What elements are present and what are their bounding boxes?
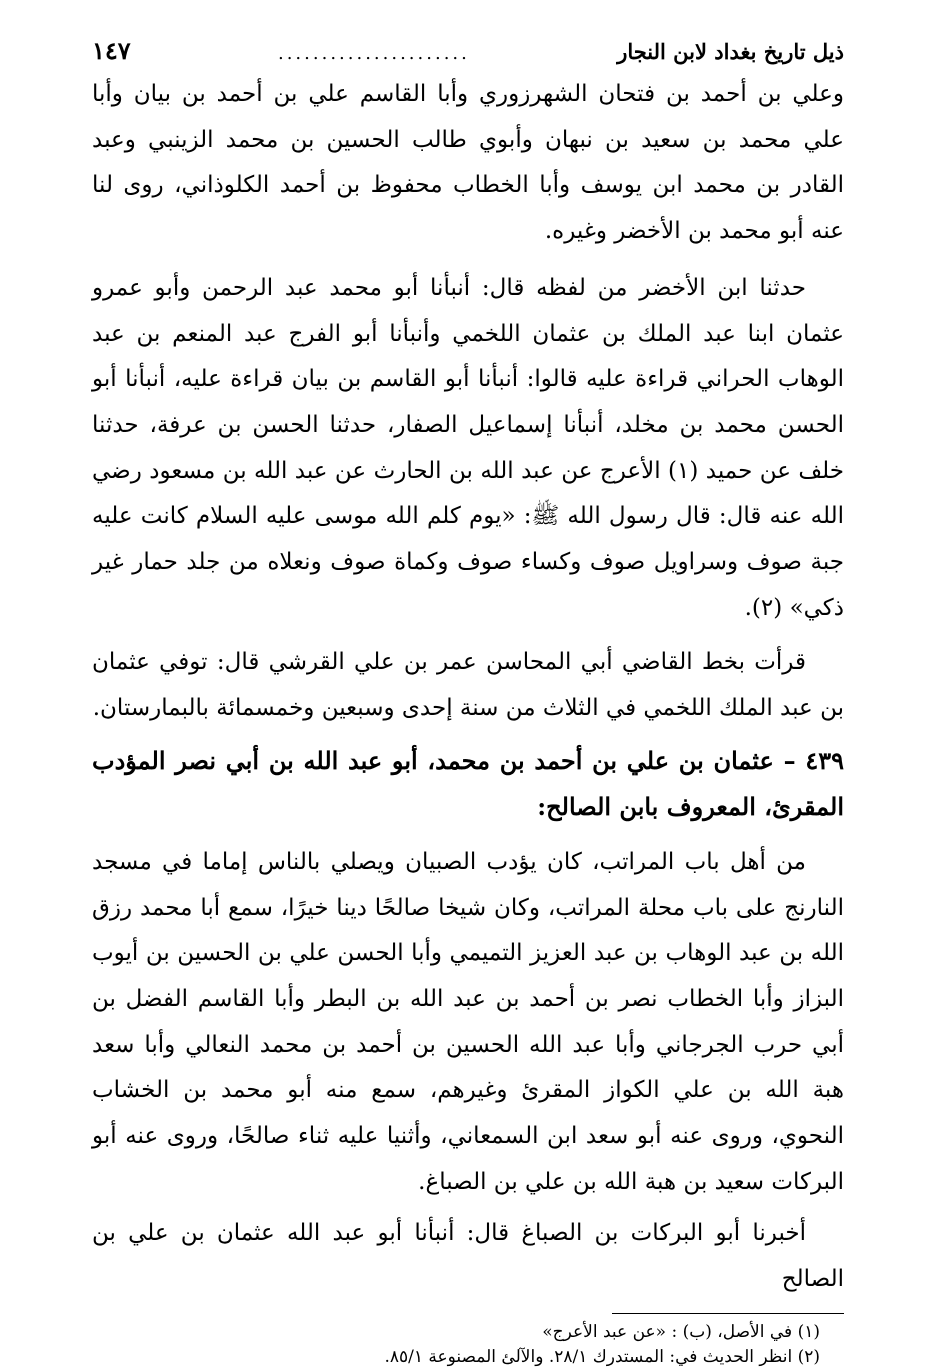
footnote-2: (٢) انظر الحديث في: المستدرك ٢٨/١. والآلئ المصنوعة ٨٥/١. [384,1346,820,1367]
running-head [92,30,844,72]
paragraph-hadith: حدثنا ابن الأخضر من لفظه قال: أنبأنا أبو محمد عبد الرحمن وأبو عمرو عثمان ابنا عبد الملك بن عثمان اللخمي وأنبأنا أبو الفرج عبد المنعم بن عبد الوهاب الحراني قراءة عليه قالوا: أنبأنا أبو القاسم بن بيان قراءة عليه، أنبأنا أبو الحسن محمد بن مخلد، أنبأنا إسماعيل الصفار، حدثنا الحسن بن عرفة، حدثنا خلف عن حميد (١) الأعرج عن عبد الله بن الحارث عن عبد الله بن مسعود رضي الله عنه قال: قال رسول الله ﷺ: «يوم كلم الله موسى عليه السلام كانت عليه جبة صوف وسراويل صوف وكساء صوف وكماة صوف ونعلاه من جلد حمار غير ذكي» (٢). [92,274,845,621]
page-number: ١٤٧ [92,36,131,65]
leader-dots: ...................... [277,43,470,64]
running-title: ذيل تاريخ بغداد لابن النجار [617,39,844,64]
footnotes [92,1320,844,1370]
paragraph-death-note: قرأت بخط القاضي أبي المحاسن عمر بن علي القرشي قال: توفي عثمان بن عبد الملك اللخمي في الثلاث من سنة إحدى وسبعين وخمسمائة بالبمارستان. [92,649,844,722]
biography-entry-heading: ٤٣٩ – عثمان بن علي بن أحمد بن محمد، أبو عبد الله بن أبي نصر المؤدب المقرئ، المعروف بابن الصالح: [92,745,844,821]
paragraph-isnad: أخبرنا أبو البركات بن الصباغ قال: أنبأنا أبو عبد الله عثمان بن علي بن الصالح [92,1220,844,1293]
paragraph-biography: من أهل باب المراتب، كان يؤدب الصبيان ويصلي بالناس إماما في مسجد النارنج على باب محلة المراتب، وكان شيخا صالحًا دينا خيرًا، سمع أبا محمد رزق الله بن عبد الوهاب بن عبد العزيز التميمي وأبا الحسن علي بن الحسين بن أيوب البزاز وأبا الخطاب نصر بن أحمد بن عبد الله بن البطر وأبا القاسم الفضل بن أبي حرب الجرجاني وأبا عبد الله الحسين بن أحمد بن محمد النعالي وأبا سعد هبة الله بن علي الكواز المقرئ وغيرهم، سمع منه أبو محمد بن الخشاب النحوي، وروى عنه أبو سعد ابن السمعاني، وأثنيا عليه ثناء صالحًا، وروى عنه أبو البركات سعيد بن هبة الله بن علي بن الصباغ. [92,848,844,1195]
footnote-1: (١) في الأصل، (ب) : «عن عبد الأعرج» [542,1321,820,1342]
book-page [92,30,844,1370]
paragraph-continuation: وعلي بن أحمد بن فتحان الشهرزوري وأبا القاسم علي بن أحمد بن بيان وأبا علي محمد بن سعيد بن نبهان وأبوي طالب الحسين بن محمد الزينبي وعبد القادر بن محمد ابن يوسف وأبا الخطاب محفوظ بن أحمد الكلوذاني، روى لنا عنه أبو محمد بن الأخضر وغيره. [92,81,844,245]
footnote-divider [612,1313,844,1314]
